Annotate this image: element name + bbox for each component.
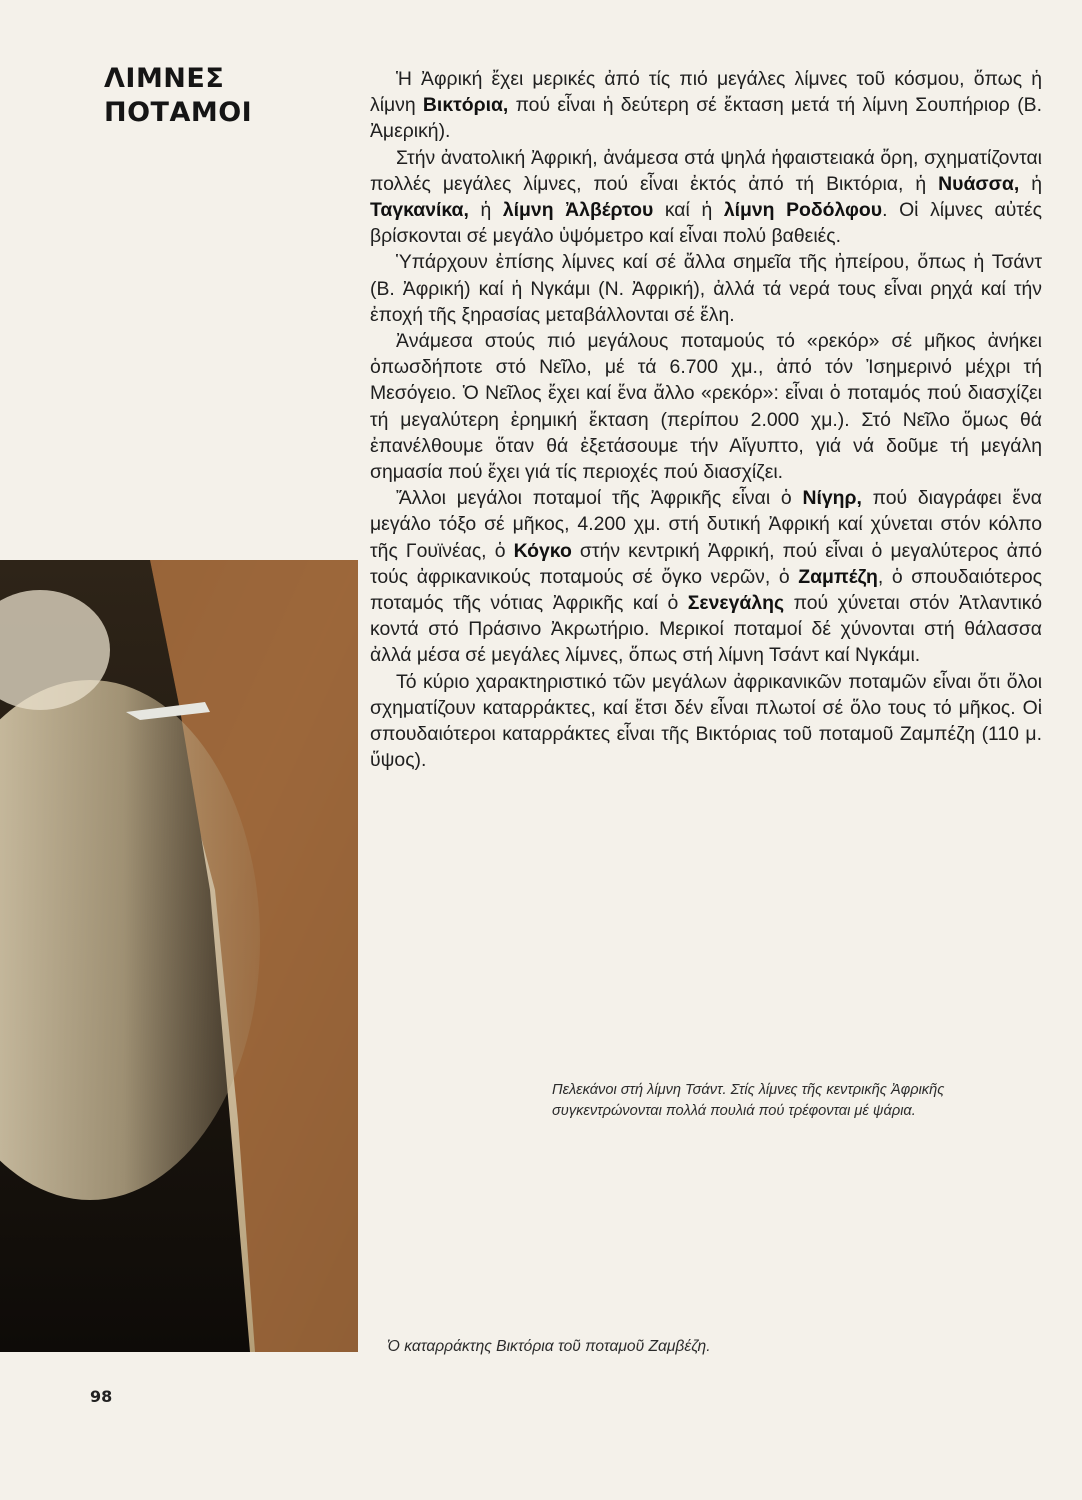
bold-term: Νίγηρ, [802,487,862,510]
caption-victoria-falls: Ὁ καταρράκτης Βικτόρια τοῦ ποταμοῦ Ζαμβέζη. [387,1338,711,1355]
bold-term: Νυάσσα, [938,172,1020,195]
text-run: . Οἱ λίμνες αὐτές βρίσκονται σέ μεγάλο ὑψόμετρο καί εἶναι πολύ βαθειές. [370,199,1043,248]
bold-term: λίμνη Ροδόλφου [723,199,883,222]
section-heading [104,62,252,130]
paragraph-1 [370,66,1042,145]
text-run: , ὁ σπουδαιότερος ποταμός τῆς νότιας Ἀφρικῆς καί ὁ [370,565,1042,615]
text-run: στήν κεντρική Ἀφρική, πού εἶναι ὁ μεγαλύτερος ἀπό τούς ἀφρικανικούς ποταμούς σέ ὄγκο νερῶν, ὁ [370,539,1042,588]
bold-term: Βικτόρια, [422,94,509,117]
bold-term: Ταγκανίκα, [370,199,469,222]
heading-line-lakes: ΛΙΜΝΕΣ [104,63,225,94]
bold-term: λίμνη Ἀλβέρτου [502,199,654,222]
paragraph-3: Ὑπάρχουν ἐπίσης λίμνες καί σέ ἄλλα σημεῖα τῆς ἠπείρου, ὅπως ἡ Τσάντ (Β. Ἀφρική) καί ἡ Νγκάμι (Ν. Ἀφρική), ἀλλά τά νερά τους εἶναι ρηχά καί τήν ἐποχή τῆς ξηρασίας μεταβάλλονται σέ ἕλη. [370,251,1042,326]
paragraph-5 [370,485,1042,668]
text-run: καί ἡ [653,199,724,222]
text-run: πού διαγράφει ἕνα μεγάλο τόξο σέ μῆκος, 4.200 χμ. στή δυτική Ἀφρική καί χύνεται στόν κόλπο τῆς Γουϊνέας, ὁ [370,487,1042,562]
paragraph-6: Τό κύριο χαρακτηριστικό τῶν μεγάλων ἀφρικανικῶν ποταμῶν εἶναι ὅτι ὅλοι σχηματίζουν καταρράκτες, καί ἔτσι δέν εἶναι πλωτοί σέ ὅλο τους τό μῆκος. Οἱ σπουδαιότεροι καταρράκτες εἶναι τῆς Βικτόριας τοῦ ποταμοῦ Ζαμπέζη (110 μ. ὕψος). [370,670,1042,772]
caption-pelicans: Πελεκάνοι στή λίμνη Τσάντ. Στίς λίμνες τῆς κεντρικῆς Ἀφρικῆς συγκεντρώνονται πολλά πουλιά πού τρέφονται μέ ψάρια. [552,1082,945,1119]
waterfall-photo [0,560,358,1352]
text-run: Ἡ Ἀφρική ἔχει μερικές ἀπό τίς πιό μεγάλες λίμνες τοῦ κόσμου, ὅπως ἡ λίμνη [370,68,1042,117]
heading-line-rivers: ΠΟΤΑΜΟΙ [104,97,253,128]
article-body [370,66,1042,773]
waterfall-illustration [0,560,358,1352]
paragraph-4: Ἀνάμεσα στούς πιό μεγάλους ποταμούς τό «ρεκόρ» σέ μῆκος ἀνήκει ὁπωσδήποτε στό Νεῖλο, μέ τά 6.700 χμ., ἀπό τόν Ἰσημερινό μέχρι τή Μεσόγειο. Ὁ Νεῖλος ἔχει καί ἕνα ἄλλο «ρεκόρ»: εἶναι ὁ ποταμός πού διασχίζει τή μεγαλύτερη ἐρημική ἔκταση (περίπου 2.000 χμ.). Στό Νεῖλο ὅμως θά ἐπανέλθουμε ὅταν θά ἐξετάσουμε τήν Αἴγυπτο, γιά νά δοῦμε τή μεγάλη σημασία πού ἔχει γιά τίς περιοχές πού διασχίζει. [370,330,1042,484]
text-run: Ἄλλοι μεγάλοι ποταμοί τῆς Ἀφρικῆς εἶναι ὁ [396,487,803,510]
bold-term: Ζαμπέζη [798,565,878,588]
bold-term: Σενεγάλης [687,592,785,615]
text-run: πού εἶναι ἡ δεύτερη σέ ἔκταση μετά τή λίμνη Σουπήριορ (Β. Ἀμερική). [370,94,1042,143]
text-run: ἡ [468,199,503,222]
page-number: 98 [90,1387,113,1406]
bold-term: Κόγκο [513,539,572,562]
text-run: Στήν ἀνατολική Ἀφρική, ἀνάμεσα στά ψηλά ἡφαιστειακά ὄρη, σχηματίζονται πολλές μεγάλες λίμνες, πού εἶναι ἐκτός ἀπό τή Βικτόρια, ἡ [370,146,1042,195]
text-run: ἡ [1019,172,1042,195]
paragraph-2 [370,145,1042,250]
text-run: πού χύνεται στόν Ἀτλαντικό κοντά στό Πράσινο Ἀκρωτήριο. Μερικοί ποταμοί δέ χύνονται στή θάλασσα ἀλλά μέσα σέ μεγάλες λίμνες, ὅπως στή λίμνη Τσάντ καί Νγκάμι. [370,592,1042,667]
